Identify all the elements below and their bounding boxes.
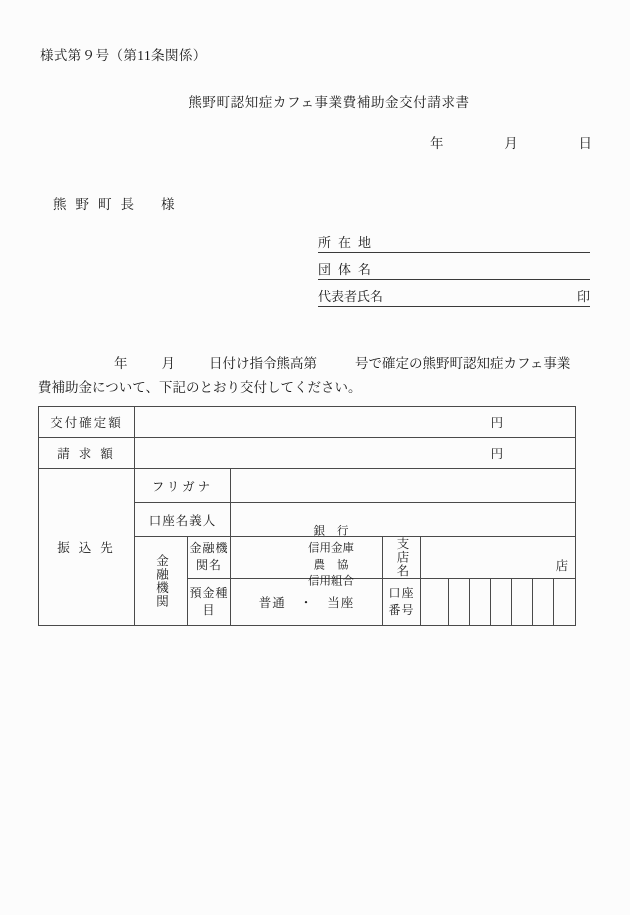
account-number-digit-1[interactable] <box>421 578 449 625</box>
branch-name-label-cell <box>383 537 421 579</box>
account-number-digit-3[interactable] <box>470 578 491 625</box>
seal-mark: 印 <box>576 289 590 304</box>
account-number-digit-4[interactable] <box>491 578 512 625</box>
institution-type-options <box>288 524 374 591</box>
furigana-input-cell[interactable] <box>231 469 576 503</box>
institution-type-bank[interactable]: 銀行 <box>313 525 361 538</box>
body-line2: 費補助金について、下記のとおり交付してください。 <box>38 379 362 395</box>
institution-name-label-cell <box>188 537 231 579</box>
account-holder-label: 口座名義人 <box>148 513 217 528</box>
claim-amount-input-cell[interactable] <box>135 438 576 469</box>
body-order-suffix: 号で確定の熊野町認知症カフェ事業 <box>355 356 571 371</box>
representative-label: 代表者氏名 <box>318 289 384 304</box>
applicant-block <box>318 232 590 313</box>
financial-institution-label: 金融機関 <box>154 553 169 608</box>
addressee-name: 熊野町長 <box>53 197 143 212</box>
date-year-label: 年 <box>430 136 444 151</box>
institution-name-label: 金融機関名 <box>189 541 229 573</box>
branch-name-suffix: 店 <box>555 558 569 573</box>
addressee-honorific: 様 <box>161 197 175 212</box>
financial-institution-label-cell <box>135 537 188 626</box>
transfer-destination-label: 振込先 <box>57 540 122 555</box>
account-number-label: 口座番号 <box>388 585 415 617</box>
representative-field[interactable] <box>318 286 590 307</box>
claim-amount-label: 請求額 <box>57 447 122 461</box>
institution-name-input-cell[interactable] <box>231 525 383 588</box>
deposit-type-label-cell <box>188 578 231 625</box>
body-year: 年 <box>114 356 128 371</box>
transfer-destination-label-cell <box>39 469 135 626</box>
confirmed-amount-label: 交付確定額 <box>50 416 123 430</box>
confirmed-amount-label-cell <box>39 407 135 438</box>
addressee <box>53 193 175 213</box>
confirmed-amount-unit: 円 <box>490 416 504 430</box>
institution-type-nokyo[interactable]: 農協 <box>313 559 361 572</box>
organization-label: 団体名 <box>318 262 379 277</box>
account-number-digit-2[interactable] <box>449 578 470 625</box>
account-number-label-cell <box>383 578 421 625</box>
account-number-digit-5[interactable] <box>512 578 533 625</box>
body-order-prefix: 日付け指令熊高第 <box>209 356 317 371</box>
institution-type-credit-union[interactable]: 信用組合 <box>308 575 354 588</box>
deposit-option-ordinary[interactable]: 普通 <box>258 595 286 610</box>
account-holder-input-cell[interactable] <box>231 503 576 537</box>
page-title: 熊野町認知症カフェ事業費補助金交付請求書 <box>188 95 470 110</box>
date-day-label: 日 <box>578 136 592 151</box>
table-row <box>39 438 576 469</box>
claim-amount-unit: 円 <box>490 447 504 461</box>
body-paragraph <box>38 352 592 399</box>
form-number: 様式第９号（第11条関係） <box>40 48 207 63</box>
account-number-digit-6[interactable] <box>533 578 554 625</box>
address-label: 所在地 <box>318 235 379 250</box>
account-holder-label-cell <box>135 503 231 537</box>
confirmed-amount-input-cell[interactable] <box>135 407 576 438</box>
claim-amount-label-cell <box>39 438 135 469</box>
date-line <box>430 132 592 152</box>
deposit-option-separator: ・ <box>299 595 314 610</box>
body-month: 月 <box>161 356 175 371</box>
deposit-option-current[interactable]: 当座 <box>327 595 355 610</box>
table-row <box>39 469 576 503</box>
furigana-label-cell <box>135 469 231 503</box>
date-month-label: 月 <box>504 136 518 151</box>
deposit-type-options <box>259 596 355 610</box>
address-field[interactable] <box>318 232 590 253</box>
furigana-label: フリガナ <box>151 479 214 494</box>
request-table <box>38 406 576 626</box>
institution-type-shinkin[interactable]: 信用金庫 <box>308 542 354 555</box>
deposit-type-label: 預金種目 <box>189 585 229 617</box>
branch-name-label: 支店名 <box>394 537 409 578</box>
account-number-digit-7[interactable] <box>554 578 576 625</box>
organization-field[interactable] <box>318 259 590 280</box>
table-row <box>39 407 576 438</box>
branch-name-input-cell[interactable] <box>421 537 576 579</box>
